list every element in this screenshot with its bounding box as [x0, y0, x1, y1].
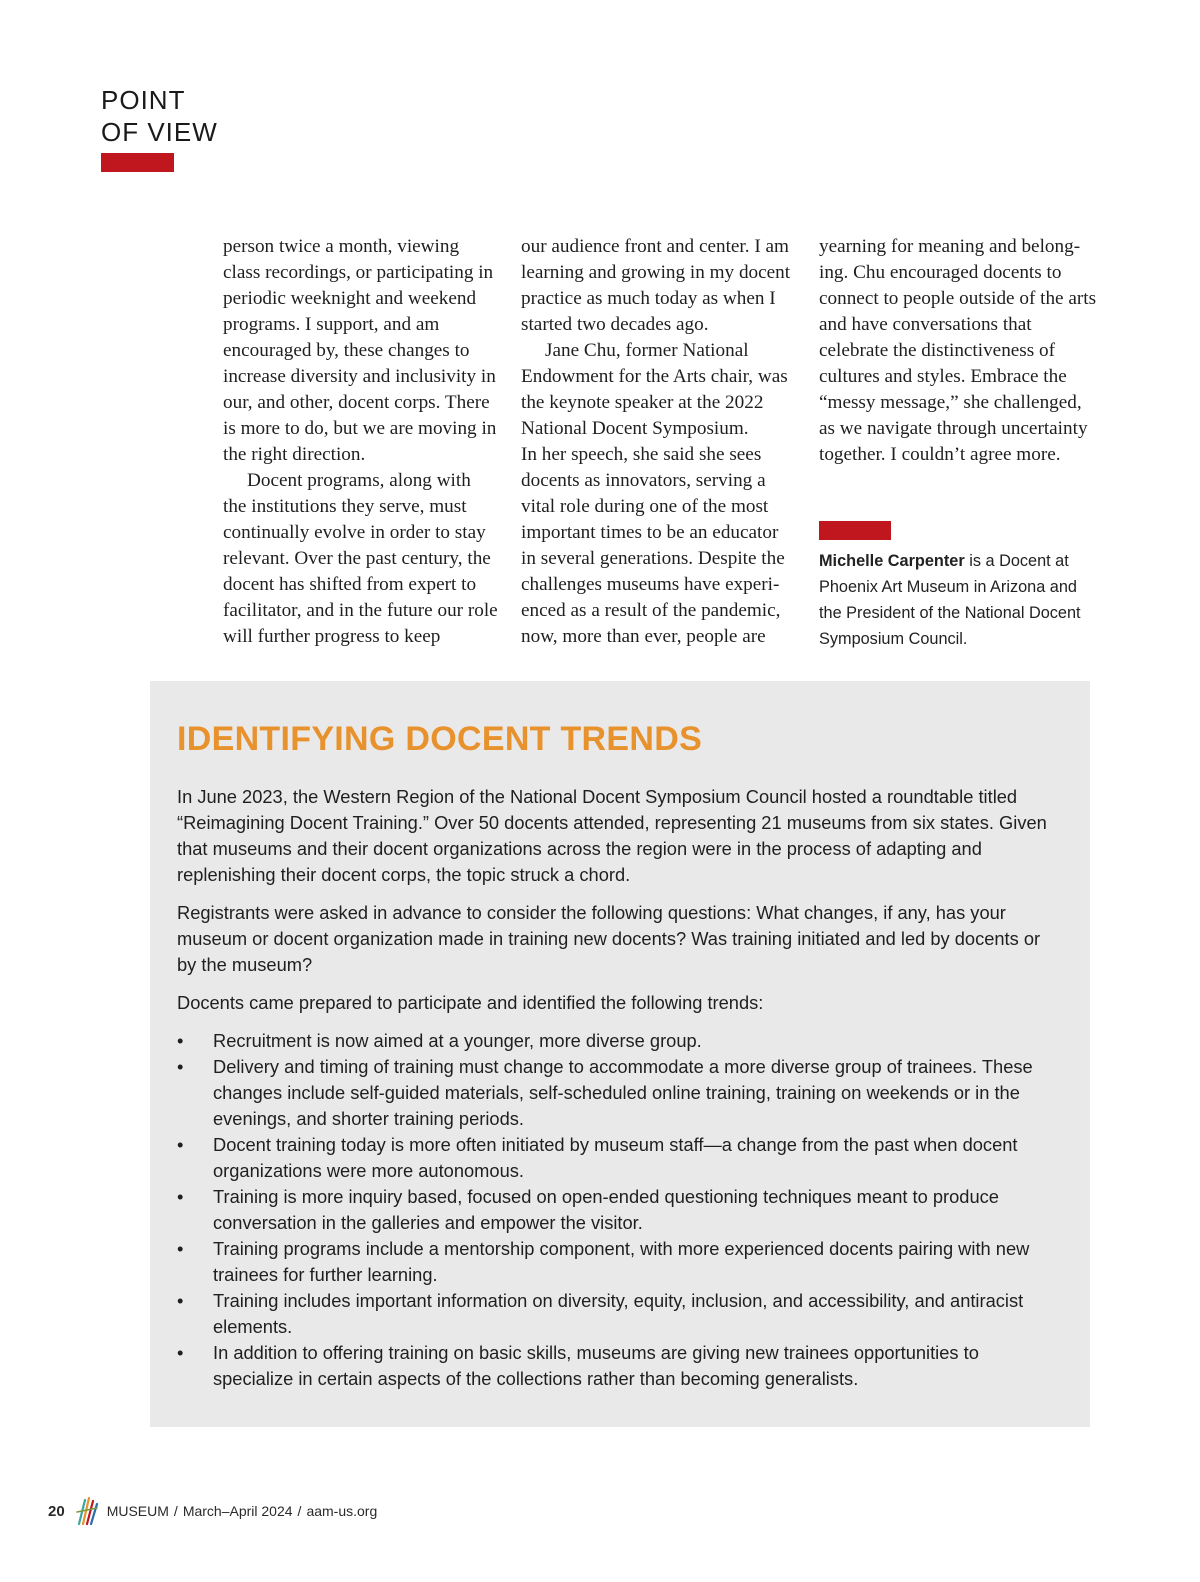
list-item-text: Docent training today is more often initiated by museum staff—a change from the past when docent organizations were more autonomous. [213, 1134, 1018, 1181]
footer-separator: / [173, 1503, 178, 1519]
author-name: Michelle Carpenter [819, 552, 965, 570]
bullet: • [177, 1238, 184, 1259]
section-accent-bar [101, 153, 174, 172]
page-footer [48, 1496, 377, 1526]
bullet: • [177, 1056, 184, 1077]
list-item-text: In addition to offering training on basic skills, museums are giving new trainees opportunities to specialize in certain aspects of the collections rather than becoming generalists. [213, 1342, 979, 1389]
sidebar-paragraph: Registrants were asked in advance to consider the following questions: What changes, if any, has your museum or docent organization made in training new docents? Was training initiated and led by docents or by the museum? [177, 902, 1041, 975]
section-label-line2: OF VIEW [101, 117, 218, 147]
article-column-2 [521, 234, 793, 650]
trends-sidebar [150, 681, 1090, 1427]
section-label-line1: POINT [101, 85, 186, 115]
article-column-3 [819, 234, 1099, 468]
list-item [177, 1132, 1062, 1184]
trends-list [177, 1028, 1062, 1392]
list-item [177, 1288, 1062, 1340]
bullet: • [177, 1030, 184, 1051]
bullet: • [177, 1186, 184, 1207]
paragraph: Docent programs, along with the institutions they serve, must continually evolve in order to stay relevant. Over the past century, the docent has shifted from expert to facilitator, and in the future our role will further progress to keep [223, 470, 498, 647]
list-item-text: Training includes important information on diversity, equity, inclusion, and accessibility, and antiracist elements. [213, 1290, 1024, 1337]
bio-accent-bar [819, 521, 891, 540]
magazine-name: MUSEUM [106, 1503, 169, 1519]
sidebar-paragraph: Docents came prepared to participate and identified the following trends: [177, 992, 764, 1013]
paragraph: In her speech, she said she sees docents as innovators, serving a vital role during one of the most important times to be an educator in several generations. Despite the challenges museums have experienced as a result of the pandemic, now, more than ever, people are [521, 444, 785, 647]
footer-separator: / [297, 1503, 302, 1519]
list-item [177, 1340, 1062, 1392]
sidebar-paragraph: In June 2023, the Western Region of the National Docent Symposium Council hosted a roundtable titled “Reimagining Docent Training.” Over 50 docents attended, representing 21 museums from six states. Given that museums and their docent organizations across the region were in the process of adapting and replenishing their docent corps, the topic struck a chord. [177, 786, 1047, 885]
list-item-text: Recruitment is now aimed at a younger, more diverse group. [213, 1030, 702, 1051]
issue-date: March–April 2024 [182, 1503, 293, 1519]
author-bio [819, 548, 1104, 652]
bullet: • [177, 1290, 184, 1311]
paragraph: our audience front and center. I am learning and growing in my docent practice as much today as when I started two decades ago. [521, 236, 791, 335]
sidebar-body [177, 784, 1062, 1392]
paragraph: person twice a month, viewing class recordings, or participating in periodic weeknight and weekend programs. I support, and am encouraged by, these changes to increase diversity and inclusivity in our, and other, docent corps. There is more to do, but we are moving in the right direction. [223, 236, 497, 465]
list-item-text: Training is more inquiry based, focused on open-ended questioning techniques meant to produce conversation in the galleries and empower the visitor. [213, 1186, 999, 1233]
paragraph: yearning for meaning and belonging. Chu encouraged docents to connect to people outside of the arts and have conversations that celebrate the distinctiveness of cultures and styles. Embrace the “messy message,” she challenged, as we navigate through uncertainty together. I couldn’t agree more. [819, 236, 1097, 465]
bullet: • [177, 1342, 184, 1363]
sidebar-heading: IDENTIFYING DOCENT TRENDS [177, 720, 703, 758]
list-item [177, 1054, 1062, 1132]
article-column-1 [223, 234, 499, 650]
paragraph: Jane Chu, former National Endowment for the Arts chair, was the keynote speaker at the 2022 National Docent Symposium. [521, 340, 788, 439]
page-number: 20 [48, 1502, 65, 1520]
list-item-text: Delivery and timing of training must change to accommodate a more diverse group of trainees. These changes include self-guided materials, self-scheduled online training, training on weekends or in the evenings, and shorter training periods. [213, 1056, 1033, 1129]
author-bio-text: is a Docent at Phoenix Art Museum in Arizona and the President of the National Docent Symposium Council. [819, 552, 1081, 648]
footer-url[interactable]: aam-us.org [306, 1503, 378, 1519]
list-item [177, 1184, 1062, 1236]
list-item-text: Training programs include a mentorship component, with more experienced docents pairing with new trainees for further learning. [213, 1238, 1030, 1285]
list-item [177, 1236, 1062, 1288]
bullet: • [177, 1134, 184, 1155]
section-label [101, 84, 218, 148]
aam-logo-icon [75, 1496, 99, 1526]
list-item [177, 1028, 1062, 1054]
